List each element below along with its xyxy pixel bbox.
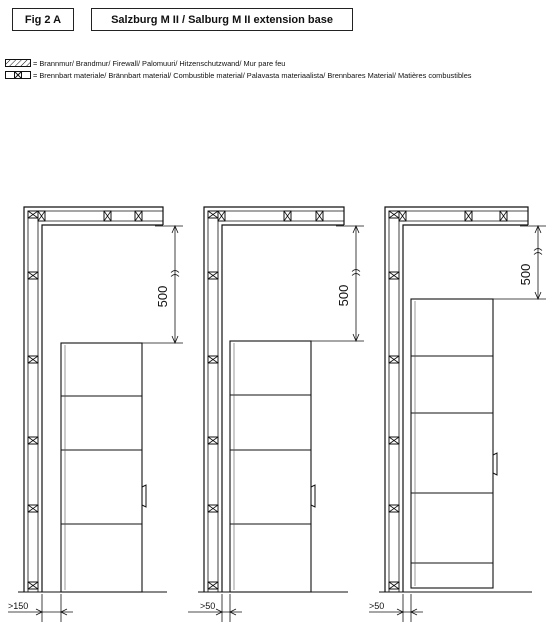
door-handle-icon — [142, 485, 146, 507]
wall-stud-icon — [208, 211, 218, 218]
wall-stud-icon — [208, 505, 218, 512]
ceiling-stud-icon — [399, 211, 406, 221]
wall-stud-icon — [208, 272, 218, 279]
wall-stud-icon — [208, 356, 218, 363]
wall-stud-icon — [208, 582, 218, 589]
ceiling-stud-icon — [135, 211, 142, 221]
diagram-panel — [369, 207, 546, 622]
side-clearance-label: >150 — [8, 601, 29, 611]
wall-stud-icon — [389, 356, 399, 363]
side-clearance-dimension — [8, 594, 73, 622]
side-clearance-label: >50 — [369, 601, 385, 611]
ceiling-clearance-label: 500 — [518, 263, 533, 286]
wall-stud-icon — [28, 211, 38, 218]
stove-body — [411, 299, 493, 588]
stove-body — [230, 341, 311, 592]
wall-stud-icon — [389, 505, 399, 512]
ceiling-stud-icon — [218, 211, 225, 221]
wall-stud-icon — [28, 356, 38, 363]
ceiling-clearance-label: 500 — [155, 285, 170, 308]
diagram-panel — [8, 207, 183, 622]
figure-label: Fig 2 A — [12, 8, 74, 31]
side-clearance-dimension — [188, 594, 242, 622]
ceiling-stud-icon — [500, 211, 507, 221]
wall-stud-icon — [28, 272, 38, 279]
ceiling-clearance-dimension — [307, 226, 364, 341]
ceiling-stud-icon — [104, 211, 111, 221]
figure-title: Salzburg M II / Salburg M II extension base — [91, 8, 353, 31]
wall-stud-icon — [28, 505, 38, 512]
wall-stud-icon — [28, 437, 38, 444]
ceiling-clearance-dimension — [489, 226, 546, 299]
side-clearance-label: >50 — [200, 601, 216, 611]
side-clearance-dimension — [369, 594, 423, 622]
legend-combustible-text: = Brennbart materiale/ Brännbart material/ Combustible material/ Palavasta materiaalista/ Brennbares Material/ Matières combustibles — [33, 70, 472, 80]
wall-stud-icon — [28, 582, 38, 589]
wall-stud-icon — [389, 437, 399, 444]
wall-stud-icon — [389, 272, 399, 279]
stove — [61, 343, 146, 592]
stove — [411, 299, 497, 588]
ceiling-stud-icon — [465, 211, 472, 221]
wall-stud-icon — [389, 582, 399, 589]
ceiling-clearance-dimension — [138, 226, 183, 343]
stove — [230, 341, 315, 592]
ceiling-stud-icon — [38, 211, 45, 221]
door-handle-icon — [493, 453, 497, 475]
stove-body — [61, 343, 142, 592]
wall-stud-icon — [208, 437, 218, 444]
wall-stud-icon — [389, 211, 399, 218]
diagram-panel — [188, 207, 364, 622]
door-handle-icon — [311, 485, 315, 507]
ceiling-stud-icon — [284, 211, 291, 221]
ceiling-stud-icon — [316, 211, 323, 221]
legend-firewall-text: = Brannmur/ Brandmur/ Firewall/ Palomuuri/ Hitzenschutzwand/ Mur pare feu — [33, 58, 286, 68]
ceiling-clearance-label: 500 — [336, 284, 351, 307]
